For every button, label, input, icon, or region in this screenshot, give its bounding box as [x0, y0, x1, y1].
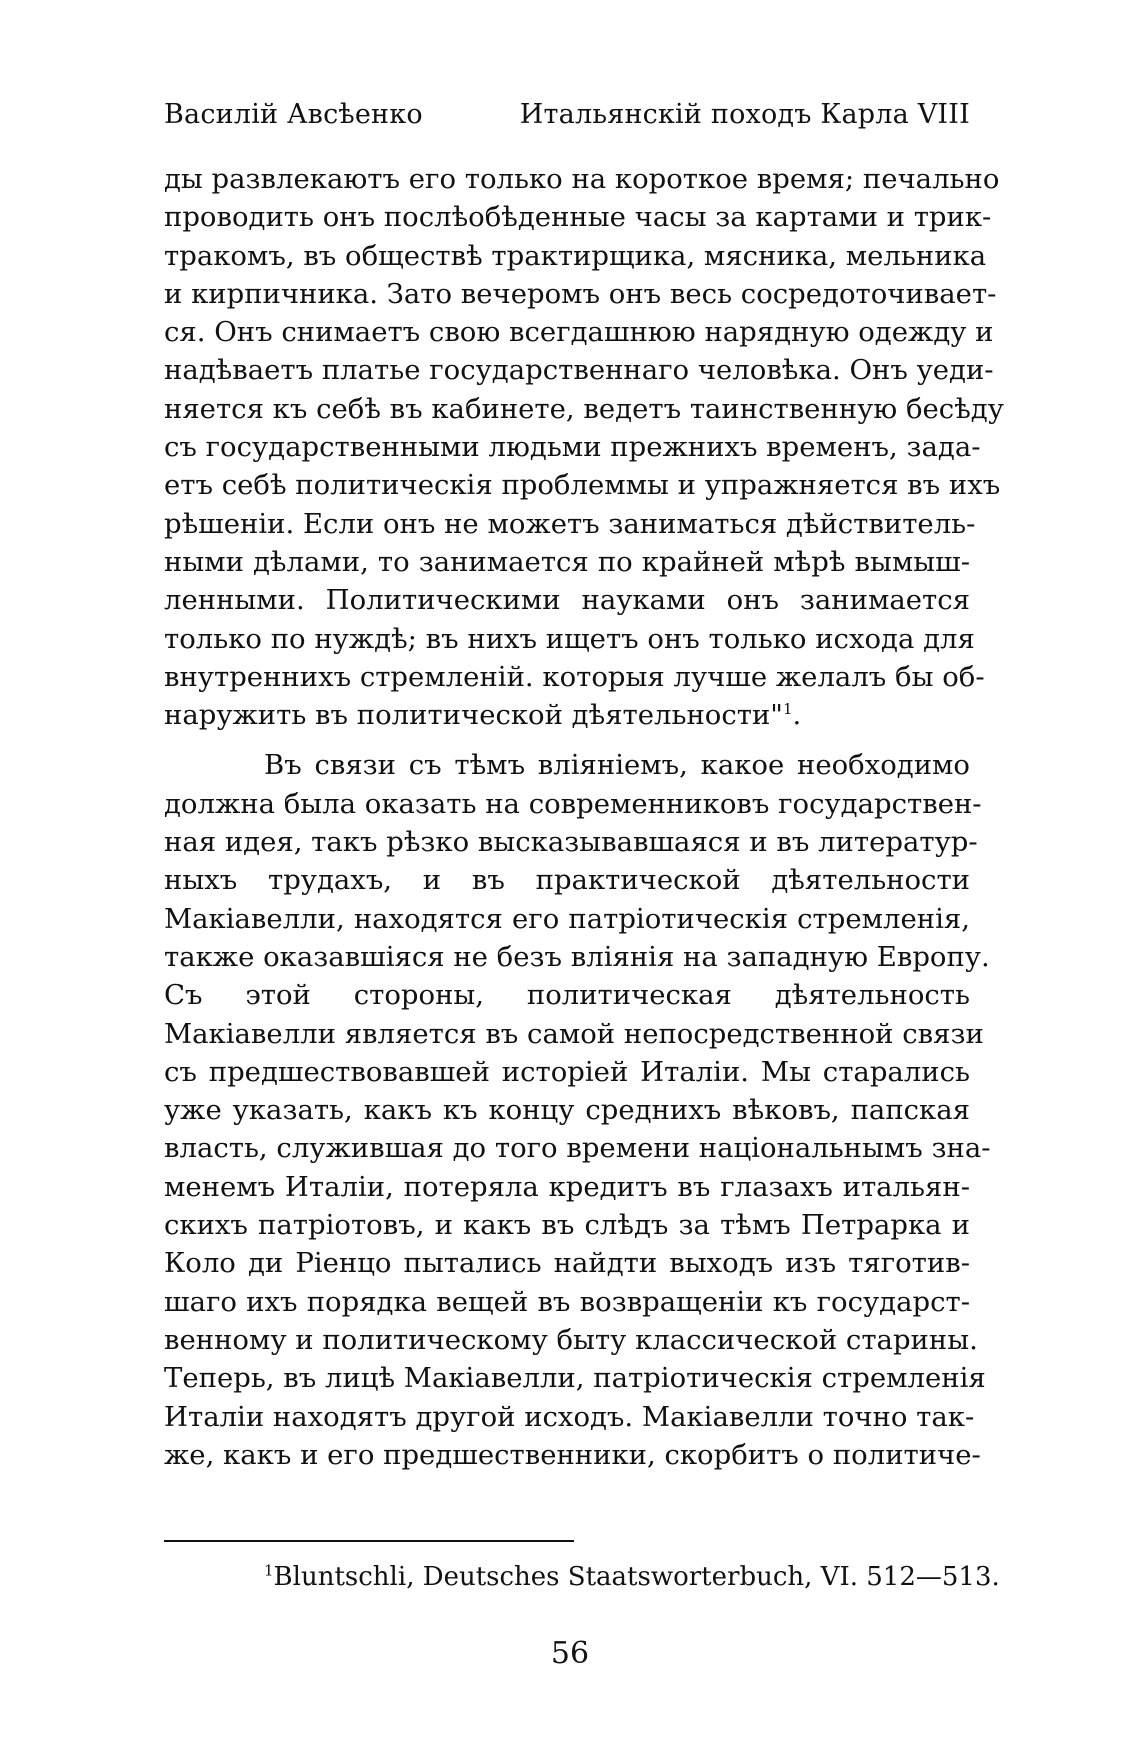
text-line: ся. Онъ снимаетъ свою всегдашнюю нарядную одежду и: [164, 316, 994, 349]
footnote: [264, 1560, 1000, 1594]
text-line: ленными. Политическими науками онъ занимается: [164, 584, 970, 617]
text-line: уже указать, какъ къ концу среднихъ вѣковъ, папская: [164, 1094, 970, 1127]
text-line: няется къ себѣ въ кабинете, ведетъ таинственную бесѣду: [164, 392, 1004, 425]
text-line: шаго ихъ порядка вещей въ возвращеніи къ государст-: [164, 1285, 970, 1318]
footnote-mark: 1: [264, 1561, 274, 1580]
paragraph-2: [164, 746, 991, 1474]
text-line: съ предшествовавшей исторіей Италіи. Мы старались: [164, 1055, 970, 1088]
text-line: власть, служившая до того времени національнымъ зна-: [164, 1132, 991, 1165]
paragraph-1: [164, 160, 1004, 734]
text-line: Макіавелли, находятся его патріотическія стремленія,: [164, 902, 970, 935]
footnote-text: Bluntschli, Deutsches Staatsworterbuch, VI. 512—513.: [273, 1562, 1000, 1592]
text-line: ными дѣлами, то занимается по крайней мѣрѣ вымыш-: [164, 545, 970, 578]
text-line: Теперь, въ лицѣ Макіавелли, патріотическія стремленія: [164, 1362, 986, 1395]
running-head: [164, 98, 970, 132]
text-line: и кирпичника. Зато вечеромъ онъ весь сосредоточивает-: [164, 277, 997, 310]
text-line: только по нуждѣ; въ нихъ ищетъ онъ только исхода для: [164, 622, 975, 655]
text-line: также оказавшіяся не безъ вліянія на западную Европу.: [164, 940, 990, 973]
text-line: должна была оказать на современниковъ государствен-: [164, 787, 982, 820]
text-line-indented: Въ связи съ тѣмъ вліяніемъ, какое необходимо: [264, 749, 970, 782]
body-text: [164, 160, 1004, 1474]
text-line: ныхъ трудахъ, и въ практической дѣятельности: [164, 864, 970, 897]
text-line: внутреннихъ стремленій. которыя лучше желалъ бы об-: [164, 660, 985, 693]
text-line: Съ этой стороны, политическая дѣятельность: [164, 979, 970, 1012]
text-line-last: [164, 696, 970, 734]
text-line: етъ себѣ политическія проблеммы и упражняется въ ихъ: [164, 469, 1001, 502]
page-number: 56: [550, 1636, 590, 1671]
text-line: проводить онъ послѣобѣденные часы за картами и трик-: [164, 201, 992, 234]
paragraph-gap: [164, 734, 970, 746]
text-line: надѣваетъ платье государственнаго человѣка. Онъ уеди-: [164, 354, 994, 387]
header-author: Василій Авсѣенко: [164, 99, 423, 130]
text-line: менемъ Италіи, потеряла кредитъ въ глазахъ итальян-: [164, 1170, 970, 1203]
text-line: венному и политическому быту классической старины.: [164, 1323, 978, 1356]
text-line: ная идея, такъ рѣзко высказывавшаяся и въ литератур-: [164, 826, 978, 859]
text-line: Италіи находятъ другой исходъ. Макіавелли точно так-: [164, 1400, 975, 1433]
text-line: тракомъ, въ обществѣ трактирщика, мясника, мельника: [164, 239, 987, 272]
text-line: ды развлекаютъ его только на короткое время; печально: [164, 163, 1000, 195]
text-line: скихъ патріотовъ, и какъ въ слѣдъ за тѣмъ Петрарка и: [164, 1209, 970, 1242]
footnote-separator: [164, 1540, 574, 1542]
text-line: съ государственными людьми прежнихъ временъ, зада-: [164, 431, 981, 464]
last-line-text: наружить въ политической дѣятельности": [164, 699, 783, 732]
text-line: Коло ди Ріенцо пытались найдти выходъ изъ тяготив-: [164, 1247, 970, 1280]
footnote-reference[interactable]: 1: [782, 700, 793, 718]
text-line: Макіавелли является въ самой непосредственной связи: [164, 1017, 984, 1050]
text-line: рѣшеніи. Если онъ не можетъ заниматься дѣйствитель-: [164, 507, 976, 540]
header-title: Итальянскій походъ Карла VIII: [519, 99, 970, 130]
sentence-end: .: [792, 699, 802, 732]
text-line: же, какъ и его предшественники, скорбитъ о политиче-: [164, 1438, 981, 1471]
